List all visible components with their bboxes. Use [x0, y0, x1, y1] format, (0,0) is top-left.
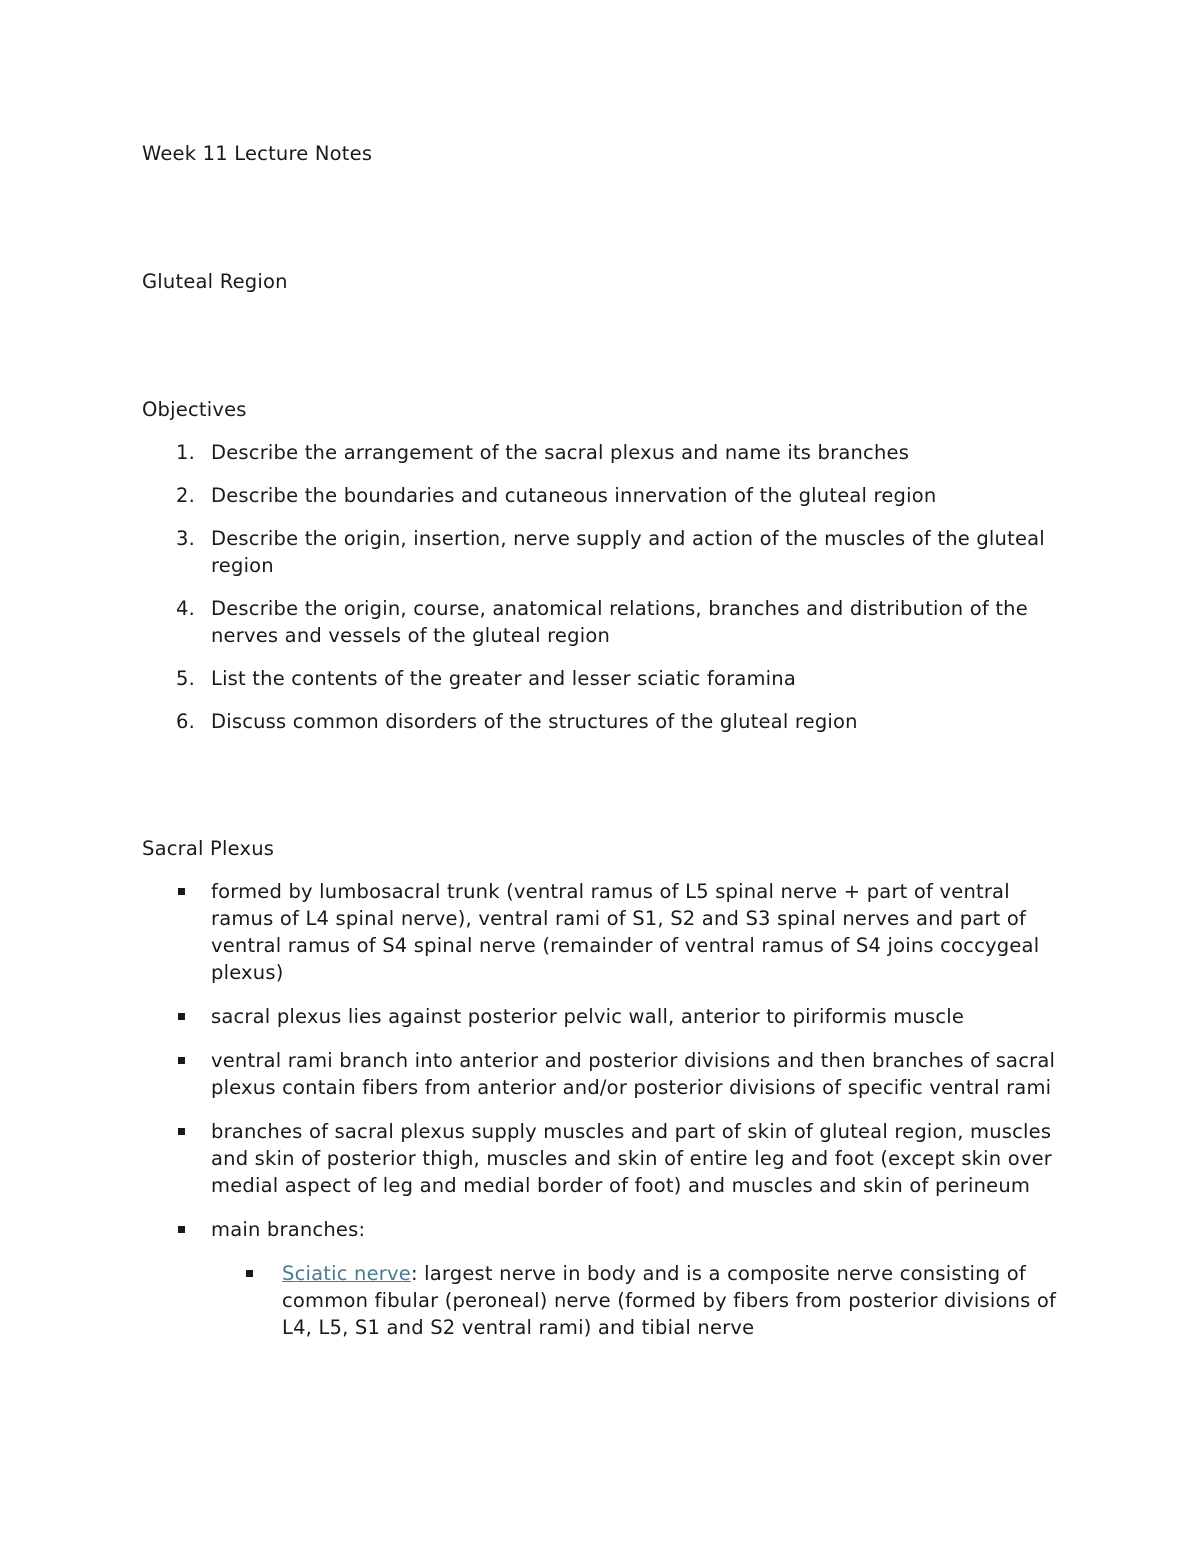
bullet-text: sacral plexus lies against posterior pelvic wall, anterior to piriformis muscle [211, 1005, 965, 1028]
bullet-text: branches of sacral plexus supply muscles and part of skin of gluteal region, muscles and skin of posterior thigh, muscles and skin of entire leg and foot (except skin over medial aspect of leg and medial border of foot) and muscles and skin of perineum [211, 1120, 1053, 1197]
square-bullet-icon [178, 1013, 185, 1020]
square-bullet-icon [178, 1128, 185, 1135]
objectives-list [142, 439, 1072, 751]
sciatic-nerve-link[interactable]: Sciatic nerve [282, 1262, 411, 1285]
bullet-item [142, 1216, 1072, 1341]
bullet-item [142, 1118, 1072, 1199]
objective-item [142, 665, 1072, 692]
objective-text: Discuss common disorders of the structures of the gluteal region [211, 710, 858, 733]
objective-text: Describe the origin, insertion, nerve supply and action of the muscles of the gluteal region [211, 527, 1045, 577]
objectives-heading: Objectives [142, 398, 247, 421]
objective-item [142, 482, 1072, 509]
objective-text: Describe the origin, course, anatomical relations, branches and distribution of the nerves and vessels of the gluteal region [211, 597, 1028, 647]
list-number: 5. [176, 667, 196, 690]
square-bullet-icon [178, 1057, 185, 1064]
objective-item [142, 525, 1072, 579]
sacral-plexus-bullet-list [142, 878, 1072, 1358]
bullet-text: main branches: [211, 1218, 366, 1241]
list-number: 2. [176, 484, 196, 507]
objective-text: Describe the arrangement of the sacral plexus and name its branches [211, 441, 910, 464]
bullet-text: ventral rami branch into anterior and posterior divisions and then branches of sacral plexus contain fibers from anterior and/or posterior divisions of specific ventral rami [211, 1049, 1056, 1099]
list-number: 4. [176, 597, 196, 620]
square-bullet-icon [246, 1270, 253, 1277]
list-number: 3. [176, 527, 196, 550]
section-heading-gluteal-region: Gluteal Region [142, 270, 288, 293]
objective-item [142, 439, 1072, 466]
objective-text: List the contents of the greater and lesser sciatic foramina [211, 667, 797, 690]
objective-item [142, 595, 1072, 649]
list-number: 1. [176, 441, 196, 464]
section-heading-sacral-plexus: Sacral Plexus [142, 837, 275, 860]
sub-bullet-text: : largest nerve in body and is a composite nerve consisting of common fibular (peroneal) nerve (formed by fibers from posterior divisions of L4, L5, S1 and S2 ventral rami) and tibial nerve [282, 1262, 1057, 1339]
square-bullet-icon [178, 1226, 185, 1233]
bullet-item [142, 878, 1072, 986]
bullet-item [142, 1003, 1072, 1030]
document-title: Week 11 Lecture Notes [142, 142, 373, 165]
square-bullet-icon [178, 888, 185, 895]
objective-text: Describe the boundaries and cutaneous innervation of the gluteal region [211, 484, 937, 507]
objective-item [142, 708, 1072, 735]
main-branches-sublist [211, 1260, 1072, 1341]
bullet-item [142, 1047, 1072, 1101]
sub-bullet-item [211, 1260, 1072, 1341]
bullet-text: formed by lumbosacral trunk (ventral ramus of L5 spinal nerve + part of ventral ramus of L4 spinal nerve), ventral rami of S1, S2 and S3 spinal nerves and part of ventral ramus of S4 spinal nerve (remainder of ventral ramus of S4 joins coccygeal plexus) [211, 880, 1040, 984]
list-number: 6. [176, 710, 196, 733]
